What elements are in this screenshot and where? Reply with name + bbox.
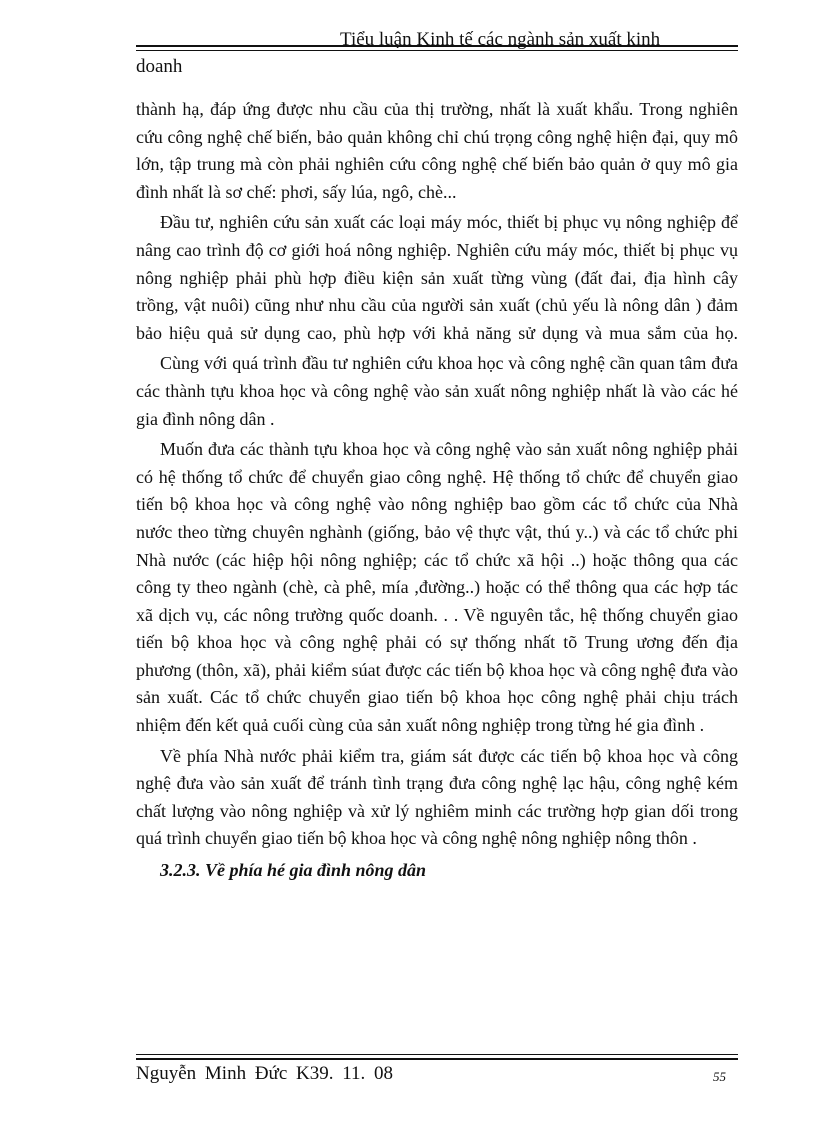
running-header-continuation: doanh: [136, 56, 183, 77]
footer-rule-thick: [136, 1058, 738, 1060]
paragraph-3: Cùng với quá trình đầu tư nghiên cứu khoa học và công nghệ cần quan tâm đưa các thành tựu khoa học và công nghệ vào sản xuất nông nghiệp nhất là vào các hé gia đình nông dân .: [136, 353, 738, 429]
section-heading: 3.2.3. Về phía hé gia đình nông dân: [160, 860, 427, 881]
paragraph-1: thành hạ, đáp ứng được nhu cầu của thị trường, nhất là xuất khẩu. Trong nghiên cứu công nghệ chế biến, bảo quản không chỉ chú trọng công nghệ hiện đại, quy mô lớn, tập trung mà còn phải nghiên cứu công nghệ chế biến bảo quản ở quy mô gia đình nhất là sơ chế: phơi, sấy lúa, ngô, chè...: [136, 99, 738, 202]
footer-rule-thin: [136, 1054, 738, 1055]
page-number: 55: [713, 1069, 726, 1084]
paragraph-4: Muốn đưa các thành tựu khoa học và công nghệ vào sản xuất nông nghiệp phải có hệ thống tổ chức để chuyển giao công nghệ. Hệ thống tổ chức để chuyển giao tiến bộ khoa học và công nghệ vào nông nghiệp bao gồm các tổ chức của Nhà nước theo từng chuyên nghành (giống, bảo vệ thực vật, thú y..) và các tổ chức phi Nhà nước (các hiệp hội nông nghiệp; các tổ chức xã hội ..) hoặc thông qua các công ty theo ngành (chè, cà phê, mía ,đường..) hoặc có thể thông qua các hợp tác xã dịch vụ, các nông trường quốc doanh. . . Về nguyên tắc, hệ thống chuyển giao tiến bộ khoa học và công nghệ phải có sự thống nhất tõ Trung ương đến địa phương (thôn, xã), phải kiểm súat được các tiến bộ khoa học và công nghệ đưa vào sản xuất. Các tổ chức chuyển giao tiến bộ khoa học công nghệ phải chịu trách nhiệm đến kết quả cuối cùng của sản xuất nông nghiệp trong từng hé gia đình .: [136, 439, 738, 736]
page-body: [136, 96, 738, 885]
header-rule-thick: [136, 45, 738, 47]
header-rule-thin: [136, 50, 738, 51]
paragraph-5: Về phía Nhà nước phải kiểm tra, giám sát được các tiến bộ khoa học và công nghệ đưa vào sản xuất để tránh tình trạng đưa công nghệ lạc hậu, công nghệ kém chất lượng vào nông nghiệp và xử lý nghiêm minh các trường hợp gian dối trong quá trình chuyển giao tiến bộ khoa học và công nghệ nông nghiệp nông thôn .: [136, 745, 738, 849]
running-header-title: Tiểu luận Kinh tế các ngành sản xuất kinh: [340, 29, 661, 50]
paragraph-2: Đầu tư, nghiên cứu sản xuất các loại máy móc, thiết bị phục vụ nông nghiệp để nâng cao trình độ cơ giới hoá nông nghiệp. Nghiên cứu máy móc, thiết bị phục vụ nông nghiệp phải phù hợp điều kiện sản xuất từng vùng (đất đai, địa hình cây trồng, vật nuôi) cũng như nhu cầu của người sản xuất (chủ yếu là nông dân ) đảm bảo hiệu quả sử dụng cao, phù hợp với khả năng sử dụng và mua sắm của họ.: [136, 212, 738, 343]
footer-author: Nguyễn Minh Đức K39. 11. 08: [136, 1063, 394, 1084]
